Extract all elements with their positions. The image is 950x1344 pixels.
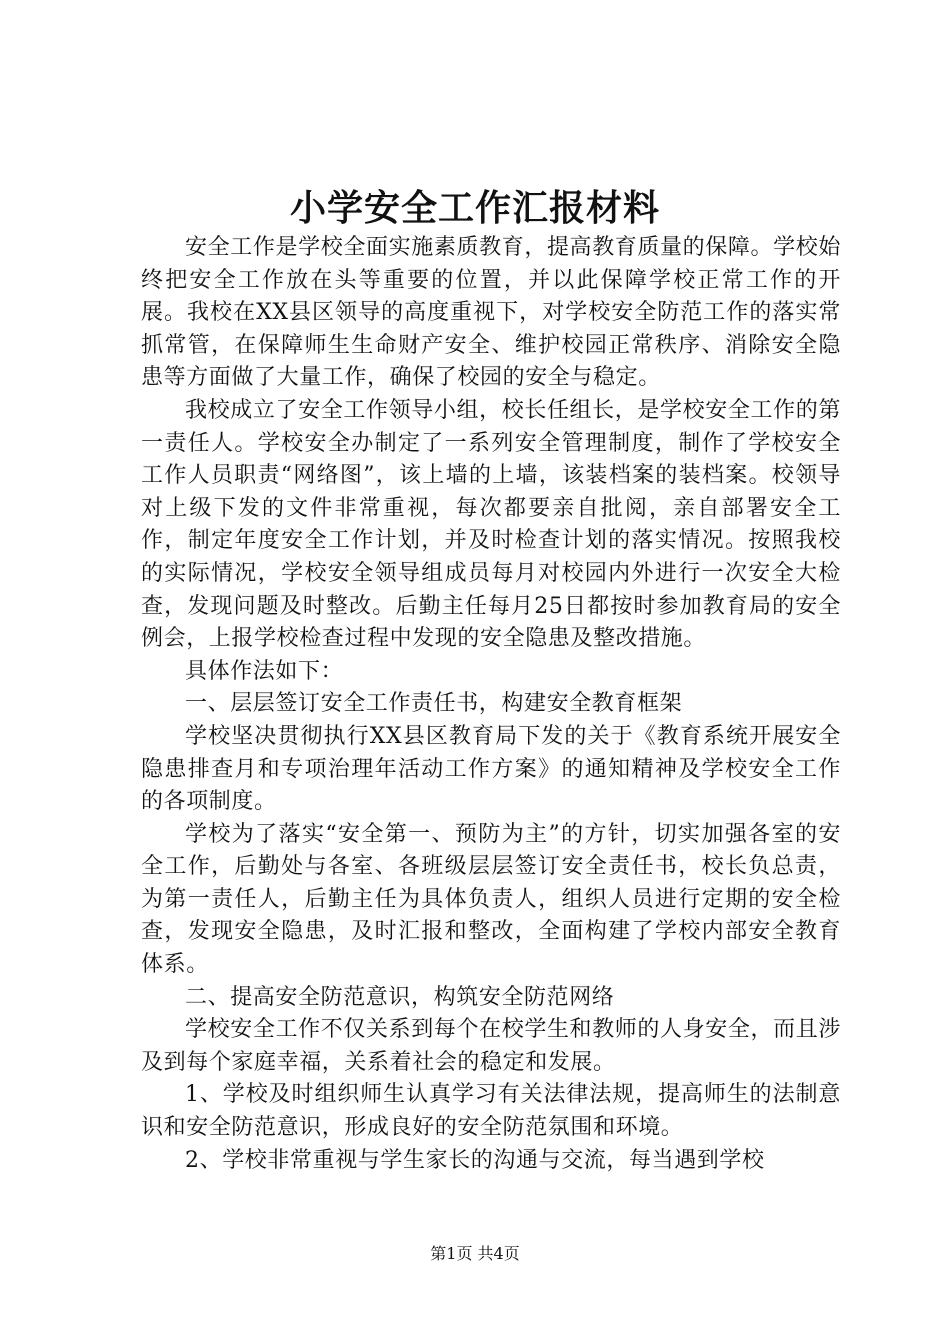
paragraph: 2、学校非常重视与学生家长的沟通与交流，每当遇到学校 bbox=[185, 1147, 765, 1173]
document-title: 小学安全工作汇报材料 bbox=[289, 187, 660, 229]
paragraph: 具体作法如下： bbox=[185, 658, 344, 684]
paragraph: 学校安全工作不仅关系到每个在校学生和教师的人身安全，而且涉及到每个家庭幸福，关系着社会的稳定和发展。 bbox=[141, 1017, 841, 1075]
page-footer: 第1页 共4页 bbox=[430, 1244, 520, 1263]
document-body bbox=[141, 232, 841, 1177]
section-heading: 二、提高安全防范意识，构筑安全防范网络 bbox=[185, 984, 615, 1010]
paragraph: 1、学校及时组织师生认真学习有关法律法规，提高师生的法制意识和安全防范意识，形成良好的安全防范氛围和环境。 bbox=[141, 1082, 841, 1141]
paragraph: 学校为了落实“安全第一、预防为主”的方针，切实加强各室的安全工作，后勤处与各室、各班级层层签订安全责任书，校长负总责，为第一责任人，后勤主任为具体负责人，组织人员进行定期的安全检查，发现安全隐患，及时汇报和整改，全面构建了学校内部安全教育体系。 bbox=[141, 821, 841, 978]
paragraph: 学校坚决贯彻执行XX县区教育局下发的关于《教育系统开展安全隐患排查月和专项治理年活动工作方案》的通知精神及学校安全工作的各项制度。 bbox=[141, 723, 841, 815]
paragraph: 我校成立了安全工作领导小组，校长任组长，是学校安全工作的第一责任人。学校安全办制定了一系列安全管理制度，制作了学校安全工作人员职责“网络图”，该上墙的上墙，该装档案的装档案。校领导对上级下发的文件非常重视，每次都要亲自批阅，亲自部署安全工作，制定年度安全工作计划，并及时检查计划的落实情况。按照我校的实际情况，学校安全领导组成员每月对校园内外进行一次安全大检查，发现问题及时整改。后勤主任每月25日都按时参加教育局的安全例会，上报学校检查过程中发现的安全隐患及整改措施。 bbox=[141, 397, 841, 652]
section-heading: 一、层层签订安全工作责任书，构建安全教育框架 bbox=[185, 691, 683, 717]
paragraph: 安全工作是学校全面实施素质教育，提高教育质量的保障。学校始终把安全工作放在头等重要的位置，并以此保障学校正常工作的开展。我校在XX县区领导的高度重视下，对学校安全防范工作的落实常抓常管，在保障师生生命财产安全、维护校园正常秩序、消除安全隐患等方面做了大量工作，确保了校园的安全与稳定。 bbox=[141, 235, 841, 391]
